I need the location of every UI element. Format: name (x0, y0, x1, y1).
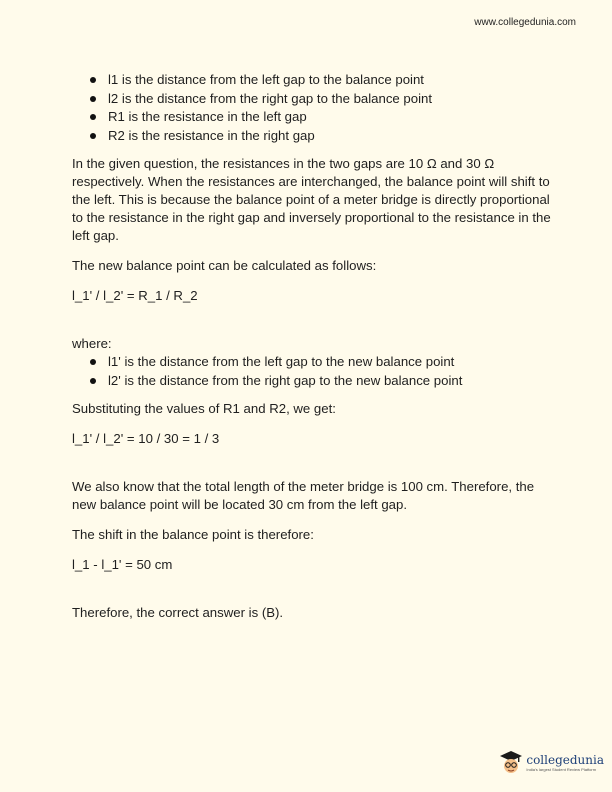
new-definitions-list (72, 353, 552, 390)
list-item: l2 is the distance from the right gap to the balance point (72, 90, 552, 109)
list-item: l1' is the distance from the left gap to the new balance point (72, 353, 552, 372)
equation-shift: l_1 - l_1' = 50 cm (72, 557, 173, 572)
paragraph-explanation: In the given question, the resistances in the two gaps are 10 Ω and 30 Ω respectively. When the resistances are interchanged, the balance point will shift to the left. This is because the balance point of a meter bridge is directly proportional to the resistance in the right gap and inversely proportional to the resistance in the left gap. (72, 156, 551, 243)
paragraph-total-length: We also know that the total length of the meter bridge is 100 cm. Therefore, the new balance point will be located 30 cm from the left gap. (72, 479, 535, 512)
list-item: l2' is the distance from the right gap to the new balance point (72, 372, 552, 391)
paragraph-answer: Therefore, the correct answer is (B). (72, 605, 284, 620)
list-item: R2 is the resistance in the right gap (72, 127, 552, 146)
collegedunia-logo (499, 750, 604, 776)
paragraph-substitution: Substituting the values of R1 and R2, we get: (72, 401, 336, 416)
logo-tagline: India's largest Student Review Platform (526, 767, 597, 772)
list-item: R1 is the resistance in the left gap (72, 108, 552, 127)
list-item: l1 is the distance from the left gap to the balance point (72, 71, 552, 90)
header-url: www.collegedunia.com (474, 17, 576, 28)
document-body (72, 71, 552, 622)
where-label: where: (72, 336, 112, 351)
paragraph-calculation-intro: The new balance point can be calculated as follows: (72, 258, 377, 273)
equation-substituted: l_1' / l_2' = 10 / 30 = 1 / 3 (72, 431, 220, 446)
graduate-mascot-icon (499, 750, 523, 776)
logo-name: collegedunia (526, 753, 604, 767)
definitions-list (72, 71, 552, 145)
equation-ratio: l_1' / l_2' = R_1 / R_2 (72, 288, 198, 303)
paragraph-shift-intro: The shift in the balance point is therefore: (72, 527, 314, 542)
